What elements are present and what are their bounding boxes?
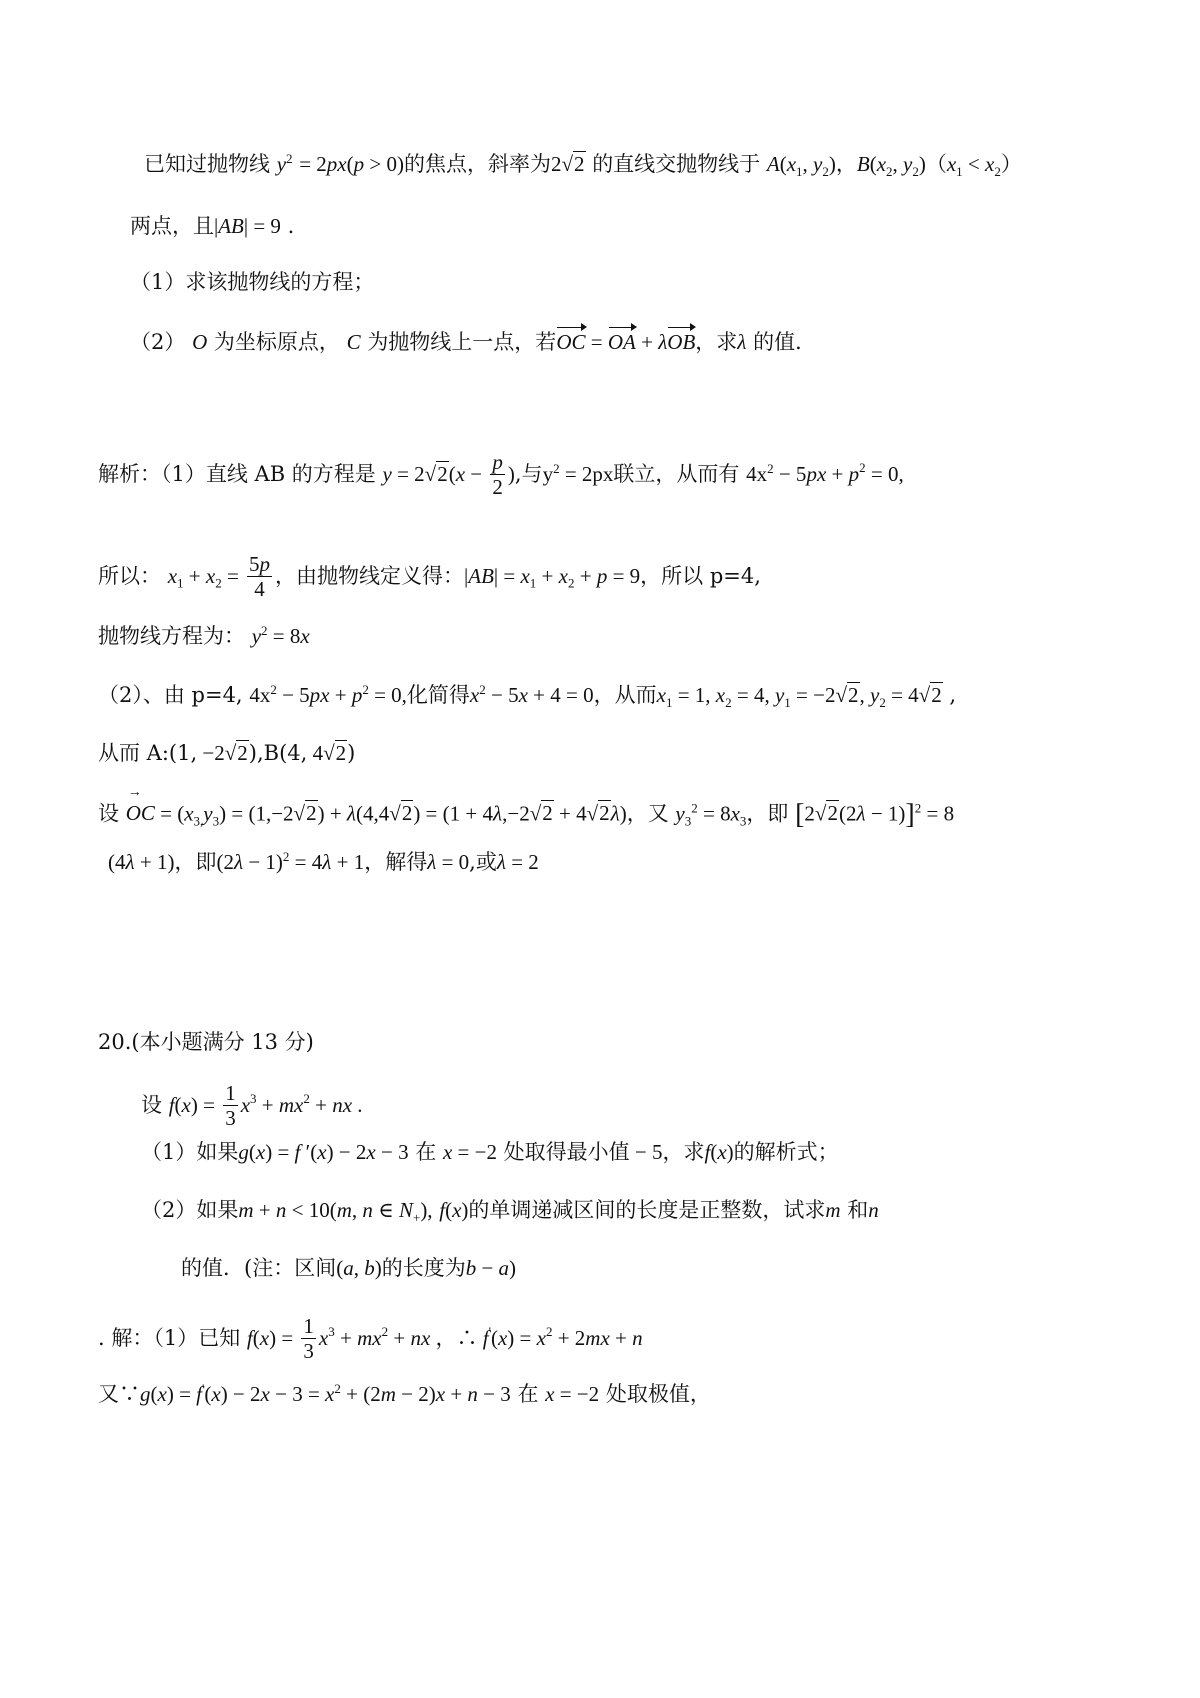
solution20-line2: 又∵g(x) = $f'(x) - 2x - 3 = x^2 + (2m - 2)x + n - 3$ 在 x = −2 处取极值， <box>98 1381 711 1406</box>
solution19-line4: （2）、由 p=4, $4x^2 - 5px + p^2 = 0$,化简得$x^2 - 5x + 4 = 0$，从而$x_1 = 1$, $x_2 = 4$, $y_1 = -2√2$, $y_2 = 4√2$ , <box>98 682 957 711</box>
problem19-q2: （2） O 为坐标原点， C 为抛物线上一点，若OC = OA + λOB，求λ 的值． <box>130 330 817 354</box>
problem19-q1: （1）求该抛物线的方程； <box>130 270 375 294</box>
solution19-line7: (4λ + 1)，即$(2\lambda - 1)^2 = 4\lambda + 1$，解得λ = 0,或λ = 2 <box>108 849 539 874</box>
solution19-line3: 抛物线方程为： $y^2 = 8x$ <box>98 623 310 648</box>
solution20-line1: . 解：（1）已知 f(x) = $\frac{1}{3}$ $x^3 + mx^2$ + nx ，∴ $f'(x) = x^2 + 2mx + n$ <box>98 1314 643 1364</box>
problem20-q2: （2）如果m + n < 10(m, n ∈ $N_+$), f(x)的单调递减区间的长度是正整数，试求m 和n <box>141 1198 879 1226</box>
problem19-line1: 已知过抛物线 $y^2 = 2px(p > 0)$的焦点，斜率为2√2 的直线交抛物线于 $A(x_1$, $y_2$)，$B(x_2$, $y_2)(x_1 < x_2)$ <box>144 151 1022 180</box>
problem20-q2-note: 的值．(注：区间(a, b)的长度为b − a) <box>181 1256 517 1280</box>
solution19-line2: 所以： $x_1 + x_2$ = $\frac{5p}{4}$ ，由抛物线定义得：$|AB| = x_1 + x_2 + p = 9$，所以 p=4, <box>98 552 761 602</box>
problem20-q1: （1）如果g(x) = f ′(x) − 2x − 3 在 x = −2 处取得最小值 − 5，求f(x)的解析式； <box>141 1140 839 1164</box>
problem19-line2: 两点，且|AB| = 9 . <box>130 214 295 238</box>
solution19-line6: 设 OC → = $(x_{3,}y_3) = (1,-2√2) + \lambda(4,4√2) = (1 + 4\lambda,-2√2 + 4√2\lambda)$，又 $y_3^2 = 8x_3$，即 $[2√2(2\lambda - 1)]^2 = 8$ <box>98 798 954 832</box>
solution19-line5: 从而 A:(1, −2√2),B(4, 4√2) <box>98 741 356 765</box>
problem20-definition: 设 f(x) = $\frac{1}{3}$ $x^3 + mx^2$ + nx . <box>141 1081 363 1131</box>
solution19-line1: 解析：（1）直线 AB 的方程是 y = 2√2(x − $\frac{p}{2}$ ),与$y^2 = 2px$联立，从而有 $4x^2 - 5px + p^2 = 0$, <box>98 450 904 500</box>
problem20-header: 20.(本小题满分 13 分) <box>98 1030 314 1054</box>
